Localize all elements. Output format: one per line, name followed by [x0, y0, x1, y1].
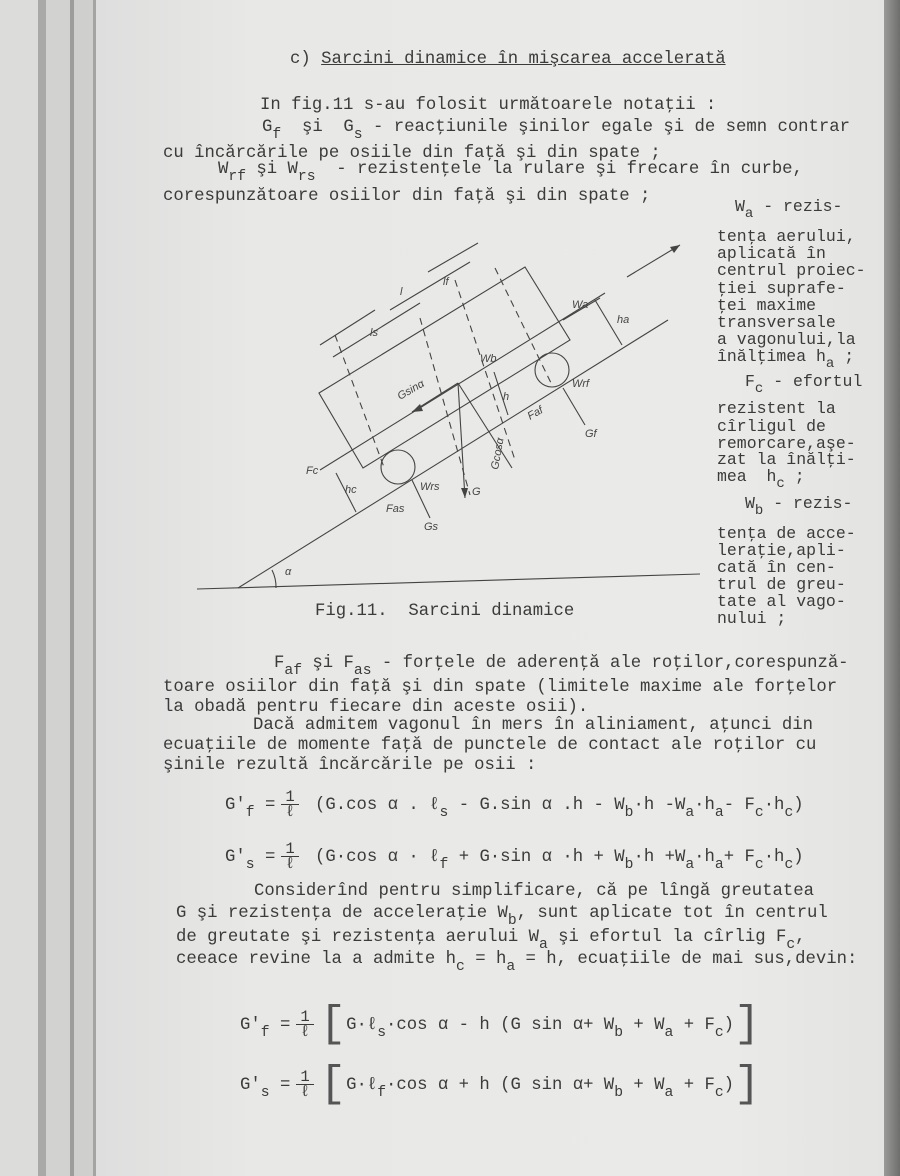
- subscript: a: [506, 958, 516, 975]
- text-run: - G.sin α .h - W: [448, 796, 625, 816]
- text-run: ·h: [763, 796, 785, 816]
- subscript: c: [776, 476, 785, 493]
- subscript: c: [786, 936, 796, 953]
- subscript: b: [507, 912, 517, 929]
- text-run: - forţele de aderenţă ale roţilor,corespunză-: [371, 654, 849, 673]
- label-alpha: α: [285, 566, 292, 578]
- subscript: b: [624, 856, 634, 873]
- side-note-line: [717, 262, 866, 280]
- text-run: şi F: [302, 654, 354, 673]
- text-run: şinile rezultă încărcările pe osii :: [163, 756, 537, 775]
- fraction: [281, 842, 298, 871]
- subscript: af: [284, 662, 303, 679]
- paragraph-line: [163, 736, 816, 756]
- paragraph-line: [254, 882, 814, 902]
- label-Gs: Gs: [424, 521, 439, 533]
- text-run: G': [225, 848, 246, 868]
- text-run: W: [735, 197, 745, 216]
- side-note-line: [717, 610, 786, 628]
- subscript: c: [714, 1024, 724, 1041]
- fraction: [281, 790, 298, 819]
- text-run: ·cos α + h (G sin α+ W: [386, 1076, 615, 1096]
- paragraph-line: [176, 928, 806, 953]
- text-run: ): [723, 1076, 735, 1096]
- text-run: aplicată în: [717, 244, 826, 263]
- fraction-den: ℓ: [300, 1083, 310, 1101]
- figure-caption: Fig.11. Sarcini dinamice: [315, 602, 575, 621]
- side-note-line: [717, 347, 855, 373]
- text-run: la obadă pentru fiecare din aceste osii).: [163, 698, 589, 717]
- text-run: ceeace revine la a admite h: [176, 950, 457, 969]
- label-l: l: [400, 286, 403, 298]
- subscript: s: [260, 1084, 270, 1101]
- text-run: tenţa aerului,: [717, 227, 856, 246]
- text-run: ,: [795, 928, 806, 947]
- side-note-line: [717, 400, 836, 418]
- text-run: ecuaţiile de momente faţă de punctele de contact ale roţilor cu: [163, 736, 817, 755]
- text-run: ·h: [694, 848, 715, 868]
- text-run: trul de greu-: [717, 575, 846, 594]
- label-Gcosa: Gcosα: [489, 436, 507, 471]
- subscript: f: [272, 126, 282, 143]
- subscript: c: [754, 804, 764, 821]
- text-run: G: [262, 118, 273, 137]
- label-Fc: Fc: [306, 465, 319, 477]
- text-run: şi efortul la cîrlig F: [547, 928, 787, 947]
- text-run: ţei maxime: [717, 296, 817, 315]
- fraction: [296, 1070, 313, 1099]
- text-run: F: [745, 372, 755, 391]
- text-run: ): [793, 848, 804, 868]
- side-note-line: [745, 494, 853, 520]
- subscript: b: [624, 804, 634, 821]
- subscript: b: [614, 1084, 624, 1101]
- text-run: leraţie,apli-: [717, 541, 846, 560]
- text-run: zat la înălţi-: [717, 450, 856, 469]
- subscript: as: [353, 662, 372, 679]
- text-run: tate al vago-: [717, 592, 846, 611]
- subscript: s: [245, 856, 255, 873]
- bracket: [: [319, 999, 347, 1050]
- label-h: h: [503, 391, 510, 403]
- text-run: =: [254, 796, 276, 816]
- subscript: a: [714, 856, 724, 873]
- text-run: G': [240, 1016, 261, 1036]
- text-run: ţiei suprafe-: [717, 279, 846, 298]
- text-run: = h: [464, 950, 507, 969]
- text-run: W: [745, 494, 755, 513]
- paragraph-line: [163, 698, 588, 718]
- side-note-line: [717, 467, 805, 493]
- equation-Gs: [225, 842, 804, 871]
- fraction: [296, 1010, 313, 1039]
- text-run: cîrligul de: [717, 417, 826, 436]
- heading-prefix: c): [290, 50, 322, 69]
- label-lf: lf: [443, 276, 449, 288]
- text-run: de greutate şi rezistenţa aerului W: [176, 928, 539, 947]
- label-hc: hc: [345, 484, 357, 496]
- text-run: remorcare,aşe-: [717, 434, 856, 453]
- text-run: - efortul: [763, 372, 863, 391]
- text-run: ·h: [763, 848, 785, 868]
- text-run: + F: [723, 848, 755, 868]
- subscript: f: [245, 804, 255, 821]
- text-run: - reacţiunile şinilor egale şi de semn contrar: [362, 118, 851, 137]
- text-run: + W: [623, 1076, 665, 1096]
- text-run: toare osiilor din faţă şi din spate (limitele maxime ale forţelor: [163, 678, 838, 697]
- text-run: =: [269, 1076, 291, 1096]
- text-run: G·ℓ: [346, 1016, 378, 1036]
- paragraph-line: [163, 756, 536, 776]
- paragraph-line: [262, 118, 851, 143]
- text-run: înălţimea h: [717, 347, 826, 366]
- subscript: c: [754, 381, 764, 398]
- text-run: rezistent la: [717, 399, 836, 418]
- text-run: G': [225, 796, 246, 816]
- text-run: , sunt aplicate tot în centrul: [516, 904, 828, 923]
- paragraph-line: [163, 678, 837, 698]
- subscript: a: [714, 804, 724, 821]
- paragraph-line: [163, 187, 650, 207]
- bracket: ]: [734, 999, 761, 1050]
- paragraph-line: [253, 716, 813, 736]
- equation-Gf: [225, 790, 804, 819]
- subscript: c: [714, 1084, 724, 1101]
- subscript: f: [377, 1084, 387, 1101]
- subscript: s: [377, 1024, 387, 1041]
- text-run: ): [723, 1016, 735, 1036]
- text-run: ;: [834, 347, 855, 366]
- text-run: ;: [784, 467, 805, 486]
- section-heading: [290, 50, 726, 70]
- subscript: a: [685, 856, 695, 873]
- label-ha: ha: [617, 314, 630, 326]
- text-run: Considerînd pentru simplificare, că pe lîngă greutatea: [254, 882, 815, 901]
- subscript: s: [439, 804, 449, 821]
- equation-Gs-simplified: [240, 1059, 761, 1110]
- bracket: ]: [734, 1059, 761, 1110]
- paragraph-line: [176, 950, 858, 975]
- label-Wrf: Wrf: [572, 378, 590, 390]
- text-run: In fig.11 s-au folosit următoarele notaţii :: [260, 96, 717, 115]
- text-run: =: [254, 848, 276, 868]
- text-run: ): [793, 796, 804, 816]
- fraction-den: ℓ: [300, 1023, 310, 1041]
- fraction-num: 1: [281, 790, 298, 805]
- text-run: + W: [623, 1016, 665, 1036]
- label-Wa: Wa: [572, 299, 589, 311]
- equation-Gf-simplified: [240, 999, 761, 1050]
- label-Gf: Gf: [585, 428, 597, 440]
- fraction-den: ℓ: [285, 855, 295, 873]
- subscript: b: [754, 503, 764, 520]
- paragraph-line: [218, 160, 803, 185]
- text-run: transversale: [717, 313, 836, 332]
- text-run: - rezis-: [763, 494, 853, 513]
- text-run: (G·cos α · ℓ: [304, 848, 440, 868]
- subscript: a: [825, 356, 835, 373]
- subscript: c: [456, 958, 465, 975]
- page-stack-edge: [38, 0, 46, 1176]
- label-Fas: Fas: [386, 503, 405, 515]
- text-run: cată în cen-: [717, 558, 836, 577]
- subscript: a: [538, 936, 548, 953]
- label-Faf: Faf: [525, 404, 546, 423]
- text-run: corespunzătoare osiilor din faţă şi din spate ;: [163, 187, 651, 206]
- side-note-line: [735, 197, 843, 223]
- text-run: - rezistenţele la rulare şi frecare în curbe,: [315, 160, 803, 179]
- text-run: - F: [723, 796, 755, 816]
- fraction-num: 1: [296, 1070, 313, 1085]
- text-run: - rezis-: [753, 197, 843, 216]
- label-Wrs: Wrs: [420, 481, 440, 493]
- bracket: [: [319, 1059, 347, 1110]
- text-run: şi G: [281, 118, 354, 137]
- subscript: c: [784, 856, 794, 873]
- text-run: G': [240, 1076, 261, 1096]
- subscript: c: [754, 856, 764, 873]
- fraction-num: 1: [296, 1010, 313, 1025]
- subscript: a: [664, 1084, 674, 1101]
- text-run: ·h: [694, 796, 715, 816]
- text-run: W: [218, 160, 229, 179]
- text-run: (G.cos α . ℓ: [304, 796, 440, 816]
- text-run: ·h -W: [633, 796, 686, 816]
- text-run: a vagonului,la: [717, 330, 856, 349]
- heading-title: Sarcini dinamice în mişcarea accelerată: [321, 50, 726, 69]
- label-ls: ls: [370, 327, 378, 339]
- paragraph-line: [176, 904, 828, 929]
- subscript: a: [685, 804, 695, 821]
- text-run: + F: [673, 1076, 715, 1096]
- fraction-num: 1: [281, 842, 298, 857]
- label-Wb: Wb: [480, 353, 497, 365]
- text-run: nului ;: [717, 609, 787, 628]
- text-run: cu încărcările pe osiile din faţă şi din spate ;: [163, 144, 661, 163]
- side-note-line: [745, 372, 863, 398]
- text-run: tenţa de acce-: [717, 524, 856, 543]
- label-Gsina: Gsinα: [395, 377, 427, 403]
- binding-shadow: [884, 0, 900, 1176]
- subscript: rs: [297, 168, 316, 185]
- text-run: G şi rezistenţa de acceleraţie W: [176, 904, 508, 923]
- text-run: şi W: [246, 160, 298, 179]
- text-run: ·h +W: [633, 848, 686, 868]
- paragraph-line: [274, 654, 849, 679]
- text-run: + F: [673, 1016, 715, 1036]
- subscript: b: [614, 1024, 624, 1041]
- text-run: centrul proiec-: [717, 261, 866, 280]
- subscript: f: [439, 856, 449, 873]
- text-run: = h, ecuaţiile de mai sus,devin:: [515, 950, 858, 969]
- fraction-den: ℓ: [285, 803, 295, 821]
- paragraph-line: [260, 96, 716, 116]
- text-run: ·cos α - h (G sin α+ W: [386, 1016, 615, 1036]
- subscript: f: [260, 1024, 270, 1041]
- label-G: G: [472, 486, 481, 498]
- text-run: Dacă admitem vagonul în mers în aliniament, aţunci din: [253, 716, 814, 735]
- text-run: + G·sin α ·h + W: [448, 848, 625, 868]
- subscript: rf: [228, 168, 247, 185]
- text-run: mea h: [717, 467, 777, 486]
- subscript: a: [744, 206, 754, 223]
- text-run: F: [274, 654, 285, 673]
- subscript: s: [353, 126, 363, 143]
- subscript: a: [664, 1024, 674, 1041]
- text-run: =: [269, 1016, 291, 1036]
- text-run: G·ℓ: [346, 1076, 378, 1096]
- subscript: c: [784, 804, 794, 821]
